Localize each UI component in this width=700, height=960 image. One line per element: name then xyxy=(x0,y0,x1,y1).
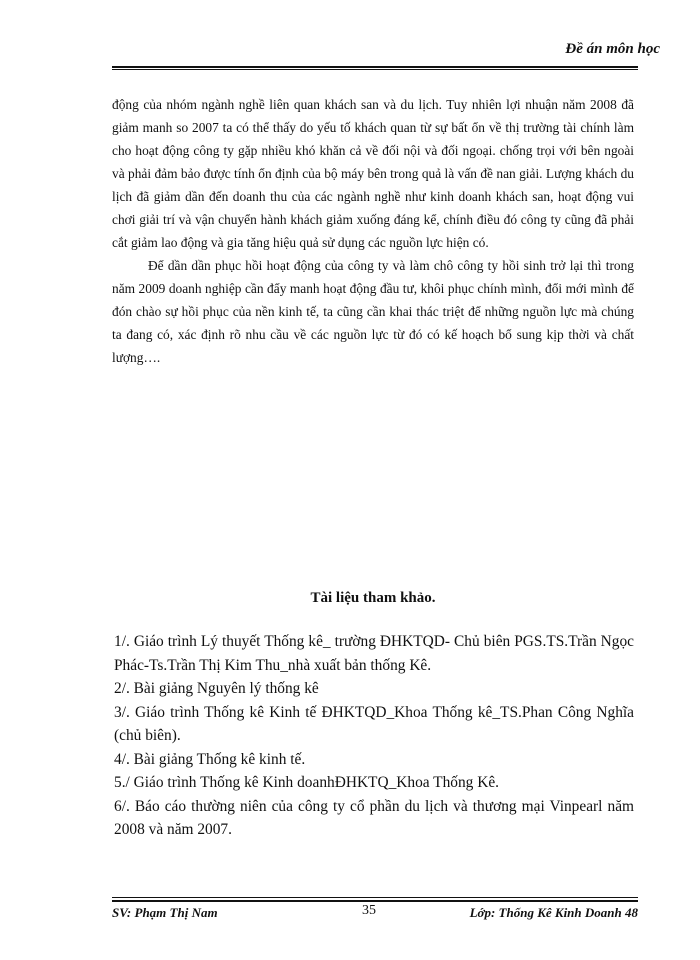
page-number: 35 xyxy=(362,903,376,918)
reference-item: 4/. Bài giảng Thống kê kinh tế. xyxy=(114,750,306,768)
references-list xyxy=(114,630,634,842)
header-rule-thin xyxy=(112,69,638,70)
footer xyxy=(112,903,638,923)
footer-rule-thin xyxy=(112,897,638,898)
reference-item: 5./ Giáo trình Thống kê Kinh doanhĐHKTQ_Khoa Thống Kê. xyxy=(114,774,499,791)
reference-item: 3/. Giáo trình Thống kê Kinh tế ĐHKTQD_Khoa Thống kê_TS.Phan Công Nghĩa (chủ biên). xyxy=(114,703,634,744)
header-rule-thick xyxy=(112,66,638,68)
footer-student: SV: Phạm Thị Nam xyxy=(112,905,218,920)
references-title: Tài liệu tham khảo. xyxy=(310,590,436,606)
header-title: Đề án môn học xyxy=(565,41,660,57)
body-paragraph: động của nhóm ngành nghề liên quan khách san và du lịch. Tuy nhiên lợi nhuận năm 2008 đã giảm manh so 2007 ta có thể thấy do yếu tố khách quan từ sự bất ổn về thị trường tài chính làm cho hoạt động công ty gặp nhiều khó khăn cả về đối nội và đối ngoại. chống trọi với bên ngoài và phải đảm bảo được tính ổn định của bộ máy bên trong quả là vấn đề nan giải. Lượng khách du lịch đã giảm dần đến doanh thu của các ngành nghề như kinh doanh khách san, hoạt động vui chơi giải trí và vận chuyển hành khách giảm xuống đáng kể, chính điều đó công ty cũng đã phải cắt giảm lao động và gia tăng hiệu quả sử dụng các nguồn lực hiện có. xyxy=(112,97,634,250)
footer-rule-thick xyxy=(112,900,638,902)
reference-item: 2/. Bài giảng Nguyên lý thống kê xyxy=(114,680,319,697)
reference-item: 1/. Giáo trình Lý thuyết Thống kê_ trường ĐHKTQD- Chủ biên PGS.TS.Trần Ngọc Phác-Ts.Trần Thị Kim Thu_nhà xuất bản thống Kê. xyxy=(114,633,634,674)
body-paragraph: Để dần dần phục hồi hoạt động của công ty và làm chô công ty hồi sinh trở lại thì trong năm 2009 doanh nghiệp cần đẩy manh hoạt động đầu tư, khôi phục chính mình, đổi mới mình để đón chào sự hồi phục của nền kinh tế, ta cũng cần khai thác triệt để những nguồn lực mà chúng ta đang có, xác định rõ nhu cầu về các nguồn lực từ đó có kế hoạch bổ sung kịp thời và chất lượng…. xyxy=(112,258,634,365)
body-text xyxy=(112,93,634,369)
footer-class: Lớp: Thống Kê Kinh Doanh 48 xyxy=(469,905,638,920)
reference-item: 6/. Báo cáo thường niên của công ty cổ phần du lịch và thương mại Vinpearl năm 2008 và năm 2007. xyxy=(114,797,634,838)
